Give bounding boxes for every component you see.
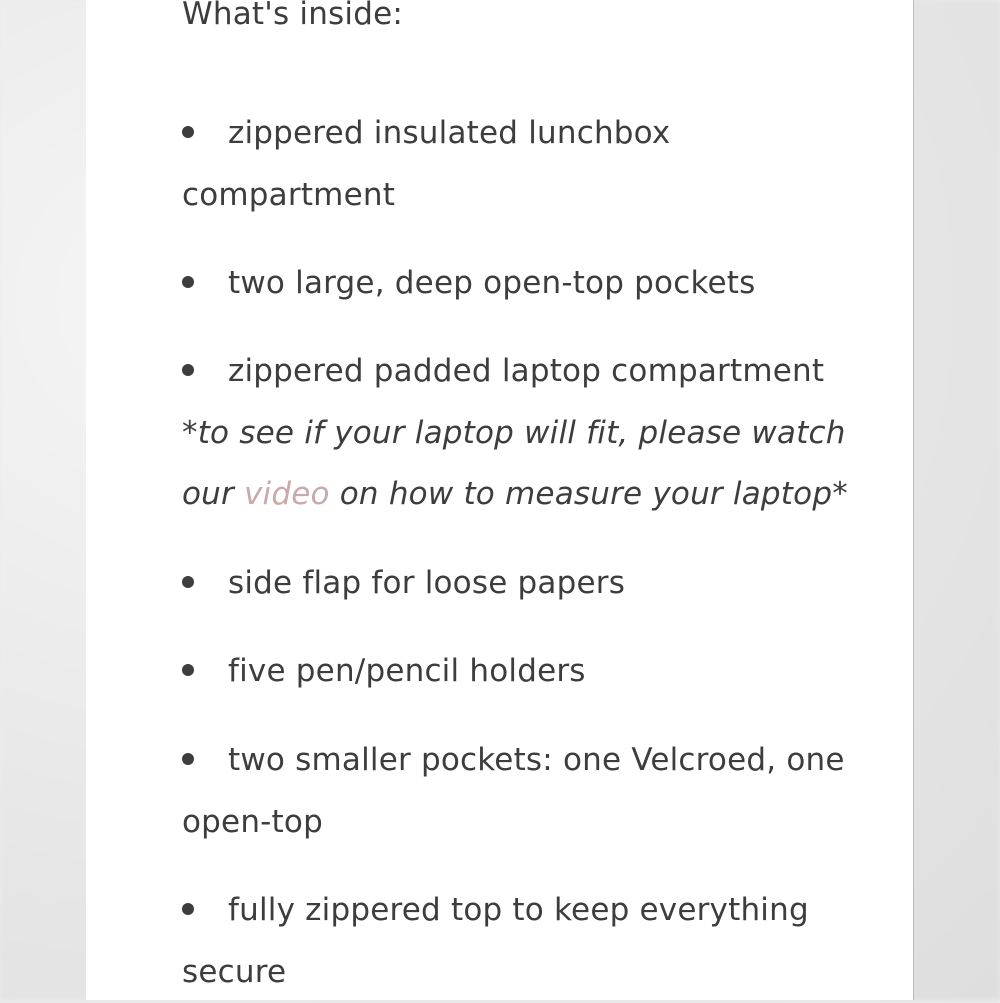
list-item-text: two large, deep open-top pockets [228,265,756,301]
bullet-icon [182,576,194,588]
section-heading: What's inside: [182,0,403,32]
bullet-icon [182,276,194,288]
list-item-zippered-top [182,880,872,1003]
list-item-text: zippered padded laptop compartment [228,353,825,389]
content-panel [86,0,914,1000]
laptop-fit-note-end: on how to measure your laptop* [329,476,848,512]
list-item-pen-holders [182,641,586,703]
bullet-icon [182,126,194,138]
laptop-fit-note: *to see if your laptop will fit, please watch our [182,414,846,512]
bullet-icon [182,664,194,676]
list-item-pockets [182,253,755,315]
bullet-icon [182,364,194,376]
list-item-text: two smaller pockets: one Velcroed, one open-top [182,742,845,840]
list-item-text: fully zippered top to keep everything secure [182,892,809,990]
video-link[interactable]: video [244,476,330,512]
list-item-text: zippered insulated lunchbox compartment [182,115,671,213]
bullet-icon [182,753,194,765]
list-item-lunchbox [182,103,872,226]
list-item-side-flap [182,553,625,615]
bullet-icon [182,903,194,915]
list-item-smaller-pockets [182,730,872,853]
list-item-text: five pen/pencil holders [228,653,586,689]
list-item-laptop [182,341,872,526]
list-item-text: side flap for loose papers [228,565,626,601]
